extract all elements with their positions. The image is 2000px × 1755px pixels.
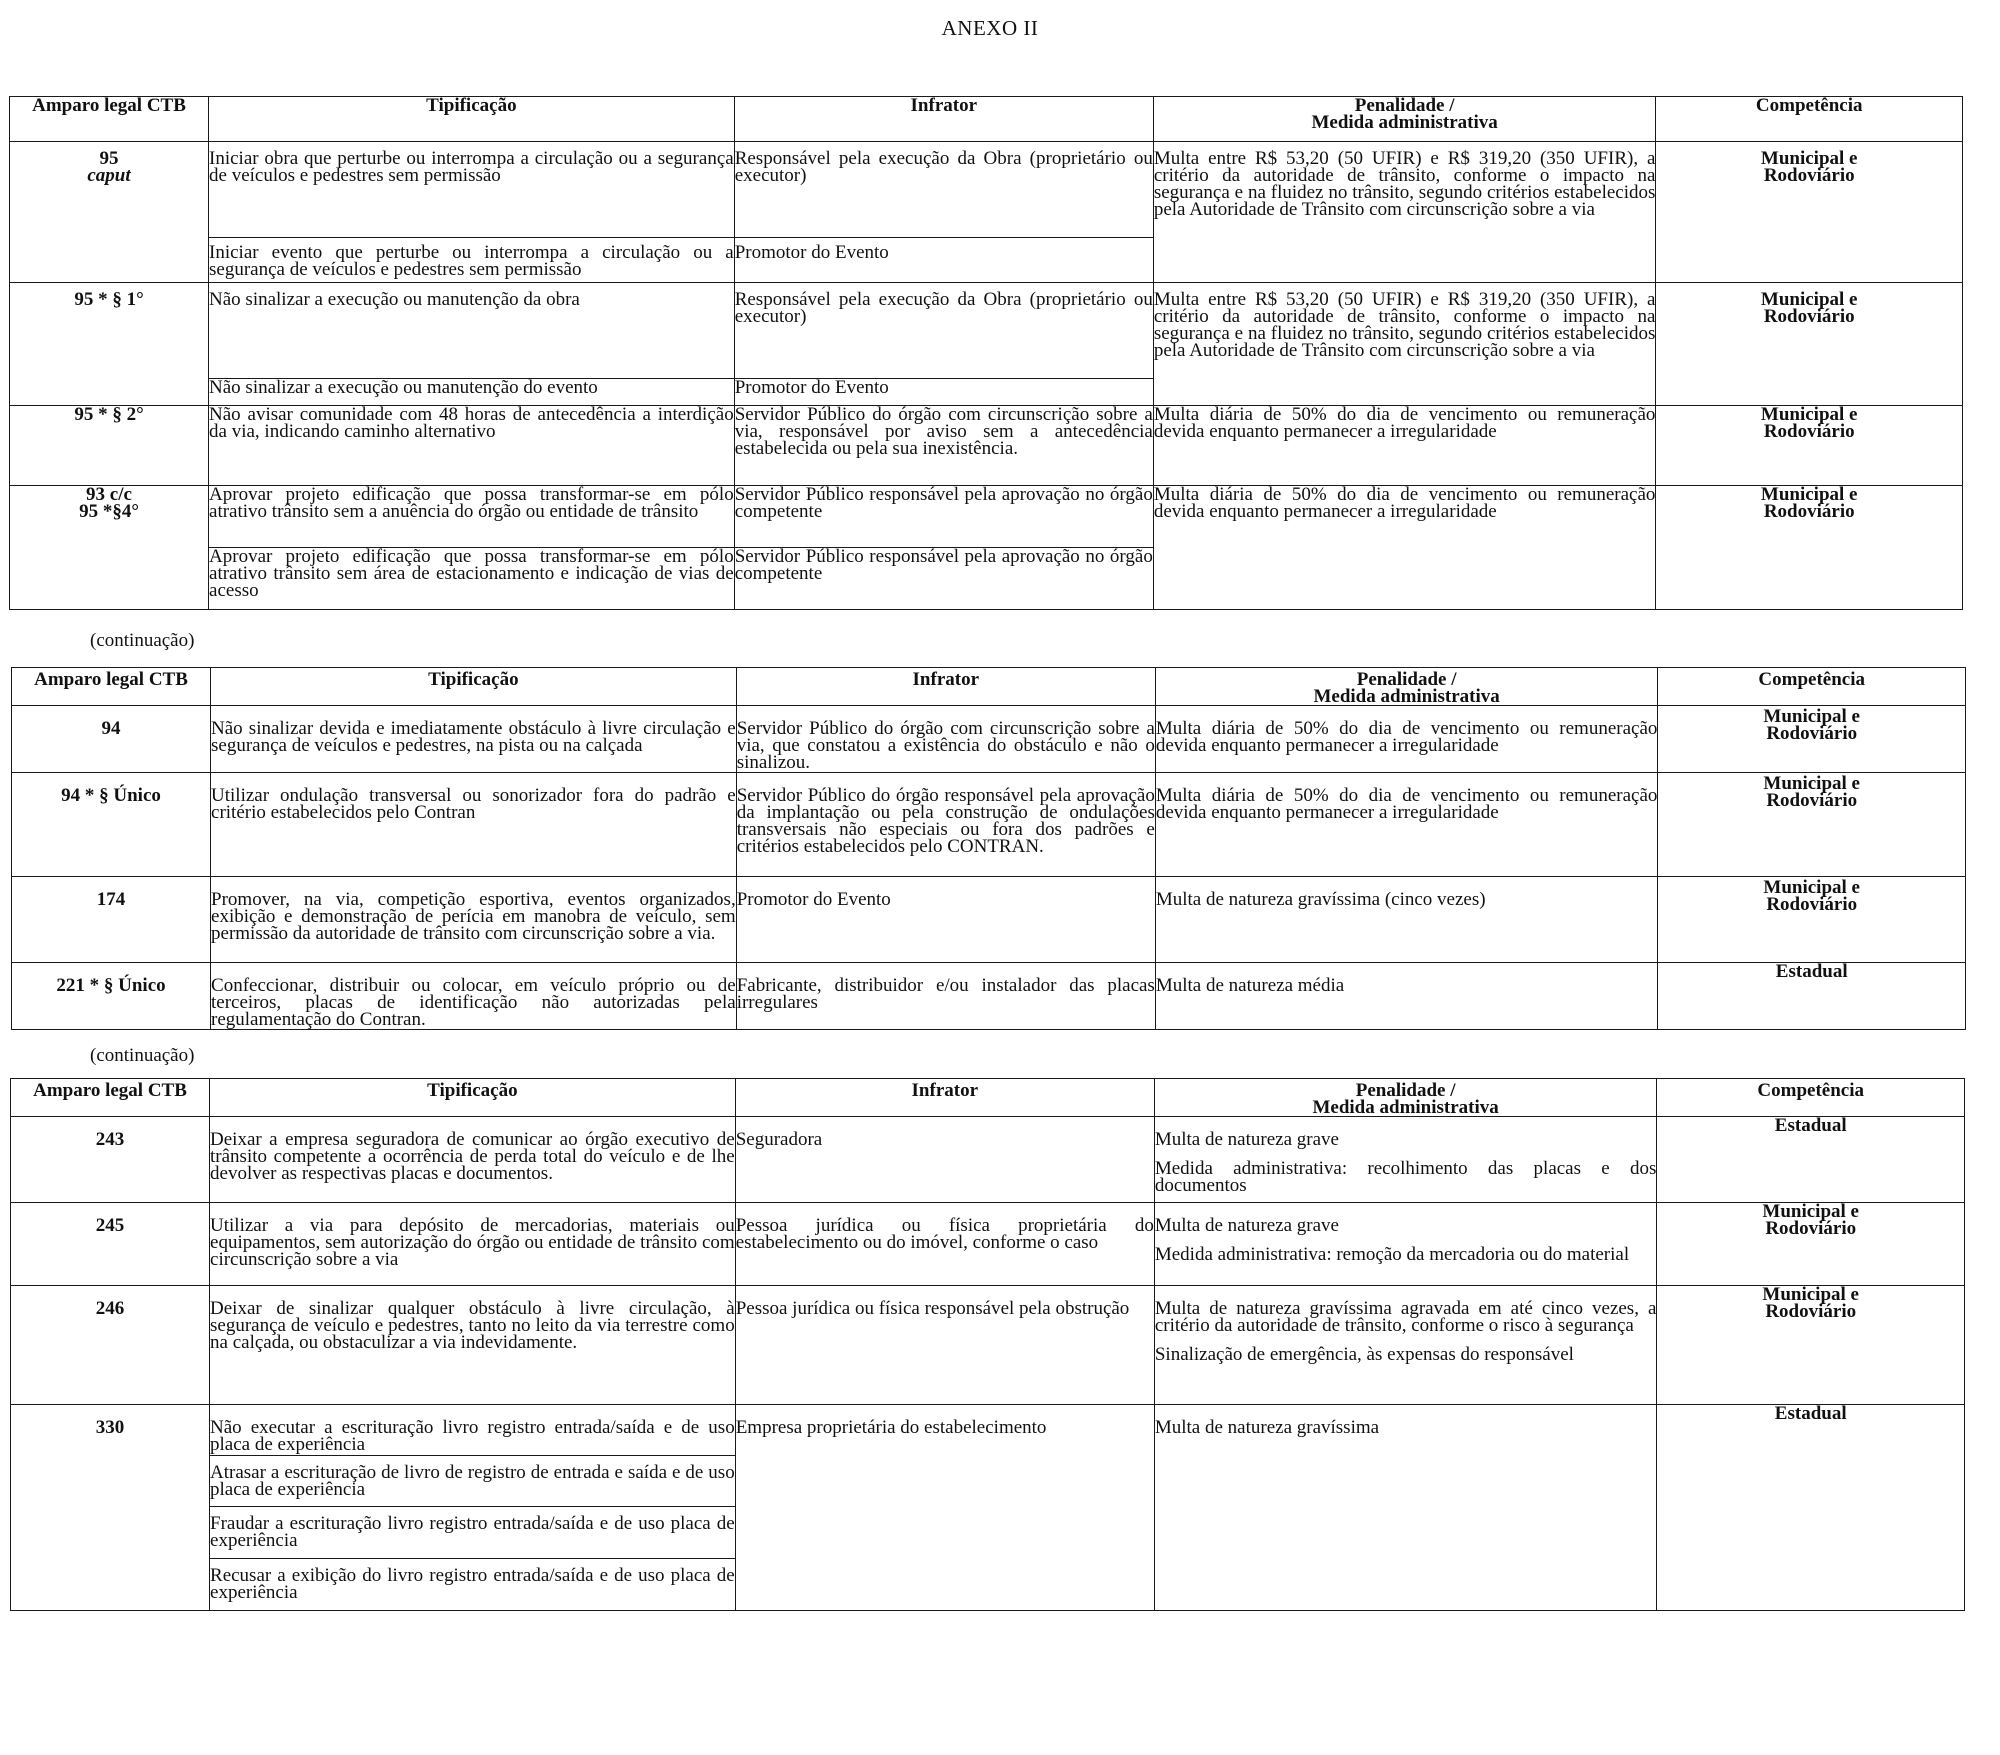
table-row: [10, 486, 1963, 548]
tipificacao-cell: Recusar a exibição do livro registro entrada/saída e de uso placa de experiência: [210, 1559, 736, 1611]
tipificacao-cell: Fraudar a escrituração livro registro entrada/saída e de uso placa de experiência: [210, 1507, 736, 1559]
table-row: [10, 283, 1963, 379]
penalidade-cell: Multa de natureza média: [1155, 963, 1658, 1030]
amparo-cell: 221 * § Único: [12, 963, 211, 1030]
infrator-cell: Promotor do Evento: [736, 877, 1155, 963]
tipificacao-cell: Confeccionar, distribuir ou colocar, em veículo próprio ou de terceiros, placas de identificação não autorizadas pela regulamentação do Contran.: [211, 963, 737, 1030]
amparo-cell: 95 caput: [10, 142, 209, 283]
tipificacao-cell: Deixar de sinalizar qualquer obstáculo à livre circulação, à segurança de veículo e pedestres, tanto no leito da via terrestre como na calçada, ou obstaculizar a via indevidamente.: [210, 1286, 736, 1405]
header-penalidade: Penalidade / Medida administrativa: [1153, 97, 1656, 142]
tipificacao-cell: Atrasar a escrituração de livro de registro de entrada e saída e de uso placa de experiência: [210, 1456, 736, 1507]
competencia-cell: Municipal e Rodoviário: [1656, 283, 1963, 406]
infrator-cell: Promotor do Evento: [734, 238, 1153, 283]
penalidade-cell: Multa diária de 50% do dia de vencimento ou remuneração devida enquanto permanecer a irregularidade: [1153, 486, 1656, 610]
table-row: [10, 406, 1963, 486]
amparo-cell: 243: [11, 1117, 210, 1203]
table-row: [12, 706, 1966, 773]
penalidade-cell: Multa de natureza grave Medida administrativa: recolhimento das placas e dos documentos: [1154, 1117, 1657, 1203]
header-amparo: Amparo legal CTB: [11, 1079, 210, 1117]
amparo-cell: 246: [11, 1286, 210, 1405]
header-tipificacao: Tipificação: [211, 668, 737, 706]
infrator-cell: Servidor Público do órgão responsável pela aprovação da implantação ou pela construção de ondulações transversais não especiais ou fora dos padrões e critérios estabelecidos pelo CONTRAN.: [736, 773, 1155, 877]
penalidade-cell: Multa de natureza grave Medida administrativa: remoção da mercadoria ou do material: [1154, 1203, 1657, 1286]
tipificacao-cell: Promover, na via, competição esportiva, eventos organizados, exibição e demonstração de perícia em manobra de veículo, sem permissão da autoridade de trânsito com circunscrição sobre a via.: [211, 877, 737, 963]
header-penalidade: Penalidade / Medida administrativa: [1155, 668, 1658, 706]
header-tipificacao: Tipificação: [210, 1079, 736, 1117]
competencia-cell: Municipal e Rodoviário: [1658, 877, 1966, 963]
infrator-cell: Pessoa jurídica ou física proprietária do estabelecimento ou do imóvel, conforme o caso: [735, 1203, 1154, 1286]
table-row: [10, 142, 1963, 238]
penalidade-cell: Multa diária de 50% do dia de vencimento ou remuneração devida enquanto permanecer a irregularidade: [1153, 406, 1656, 486]
competencia-cell: Municipal e Rodoviário: [1657, 1286, 1965, 1405]
continuation-label: (continuação): [90, 630, 195, 651]
infrator-cell: Servidor Público do órgão com circunscrição sobre a via, que constatou a existência do obstáculo e não o sinalizou.: [736, 706, 1155, 773]
tipificacao-cell: Deixar a empresa seguradora de comunicar ao órgão executivo de trânsito competente a ocorrência de perda total do veículo e de lhe devolver as respectivas placas e documentos.: [210, 1117, 736, 1203]
tipificacao-cell: Iniciar obra que perturbe ou interrompa a circulação ou a segurança de veículos e pedestres sem permissão: [209, 142, 735, 238]
table-anexo-ii-part2: [11, 667, 1966, 1030]
amparo-cell: 245: [11, 1203, 210, 1286]
table-row: [11, 1405, 1965, 1456]
table-header-row: [12, 668, 1966, 706]
tipificacao-cell: Não sinalizar devida e imediatamente obstáculo à livre circulação e segurança de veículos e pedestres, na pista ou na calçada: [211, 706, 737, 773]
header-competencia: Competência: [1656, 97, 1963, 142]
infrator-cell: Pessoa jurídica ou física responsável pela obstrução: [735, 1286, 1154, 1405]
penalidade-cell: Multa diária de 50% do dia de vencimento ou remuneração devida enquanto permanecer a irregularidade: [1155, 706, 1658, 773]
tipificacao-cell: Não sinalizar a execução ou manutenção da obra: [209, 283, 735, 379]
amparo-cell: 95 * § 2°: [10, 406, 209, 486]
header-tipificacao: Tipificação: [209, 97, 735, 142]
tipificacao-cell: Não executar a escrituração livro registro entrada/saída e de uso placa de experiência: [210, 1405, 736, 1456]
amparo-cell: 93 c/c 95 *§4°: [10, 486, 209, 610]
infrator-cell: Fabricante, distribuidor e/ou instalador das placas irregulares: [736, 963, 1155, 1030]
header-penalidade: Penalidade / Medida administrativa: [1154, 1079, 1657, 1117]
continuation-label: (continuação): [90, 1045, 195, 1066]
amparo-cell: 94 * § Único: [12, 773, 211, 877]
table-row: [12, 877, 1966, 963]
penalidade-cell: Multa de natureza gravíssima (cinco vezes): [1155, 877, 1658, 963]
amparo-cell: 95 * § 1°: [10, 283, 209, 406]
infrator-cell: Seguradora: [735, 1117, 1154, 1203]
competencia-cell: Estadual: [1657, 1117, 1965, 1203]
penalidade-cell: Multa entre R$ 53,20 (50 UFIR) e R$ 319,20 (350 UFIR), a critério da autoridade de trânsito, conforme o impacto na segurança e na fluidez no trânsito, segundo critérios estabelecidos pela Autoridade de Trânsito com circunscrição sobre a via: [1153, 142, 1656, 283]
table-anexo-ii-part1: [9, 96, 1963, 610]
amparo-cell: 174: [12, 877, 211, 963]
competencia-cell: Municipal e Rodoviário: [1657, 1203, 1965, 1286]
competencia-cell: Municipal e Rodoviário: [1656, 486, 1963, 610]
competencia-cell: Municipal e Rodoviário: [1656, 142, 1963, 283]
tipificacao-cell: Não avisar comunidade com 48 horas de antecedência a interdição da via, indicando caminho alternativo: [209, 406, 735, 486]
header-amparo: Amparo legal CTB: [12, 668, 211, 706]
header-infrator: Infrator: [734, 97, 1153, 142]
table-row: [12, 773, 1966, 877]
header-infrator: Infrator: [736, 668, 1155, 706]
competencia-cell: Estadual: [1657, 1405, 1965, 1611]
tipificacao-cell: Utilizar ondulação transversal ou sonorizador fora do padrão e critério estabelecidos pelo Contran: [211, 773, 737, 877]
tipificacao-cell: Aprovar projeto edificação que possa transformar-se em pólo atrativo trânsito sem área de estacionamento e indicação de vias de acesso: [209, 548, 735, 610]
infrator-cell: Servidor Público responsável pela aprovação no órgão competente: [734, 548, 1153, 610]
infrator-cell: Servidor Público responsável pela aprovação no órgão competente: [734, 486, 1153, 548]
header-infrator: Infrator: [735, 1079, 1154, 1117]
penalidade-cell: Multa entre R$ 53,20 (50 UFIR) e R$ 319,20 (350 UFIR), a critério da autoridade de trânsito, conforme o impacto na segurança e na fluidez no trânsito, segundo critérios estabelecidos pela Autoridade de Trânsito com circunscrição sobre a via: [1153, 283, 1656, 406]
tipificacao-cell: Aprovar projeto edificação que possa transformar-se em pólo atrativo trânsito sem a anuência do órgão ou entidade de trânsito: [209, 486, 735, 548]
header-competencia: Competência: [1657, 1079, 1965, 1117]
amparo-cell: 94: [12, 706, 211, 773]
tipificacao-cell: Não sinalizar a execução ou manutenção do evento: [209, 379, 735, 406]
header-amparo: Amparo legal CTB: [10, 97, 209, 142]
infrator-cell: Empresa proprietária do estabelecimento: [735, 1405, 1154, 1611]
infrator-cell: Responsável pela execução da Obra (proprietário ou executor): [734, 283, 1153, 379]
table-header-row: [10, 97, 1963, 142]
penalidade-cell: Multa de natureza gravíssima: [1154, 1405, 1657, 1611]
header-competencia: Competência: [1658, 668, 1966, 706]
table-anexo-ii-part3: [10, 1078, 1965, 1611]
tipificacao-cell: Iniciar evento que perturbe ou interrompa a circulação ou a segurança de veículos e pedestres sem permissão: [209, 238, 735, 283]
tipificacao-cell: Utilizar a via para depósito de mercadorias, materiais ou equipamentos, sem autorização do órgão ou entidade de trânsito com circunscrição sobre a via: [210, 1203, 736, 1286]
competencia-cell: Estadual: [1658, 963, 1966, 1030]
competencia-cell: Municipal e Rodoviário: [1656, 406, 1963, 486]
penalidade-cell: Multa diária de 50% do dia de vencimento ou remuneração devida enquanto permanecer a irregularidade: [1155, 773, 1658, 877]
infrator-cell: Responsável pela execução da Obra (proprietário ou executor): [734, 142, 1153, 238]
table-header-row: [11, 1079, 1965, 1117]
table-row: [11, 1117, 1965, 1203]
table-row: [11, 1203, 1965, 1286]
page-title: ANEXO II: [941, 16, 1039, 40]
competencia-cell: Municipal e Rodoviário: [1658, 706, 1966, 773]
table-row: [11, 1286, 1965, 1405]
competencia-cell: Municipal e Rodoviário: [1658, 773, 1966, 877]
infrator-cell: Promotor do Evento: [734, 379, 1153, 406]
penalidade-cell: Multa de natureza gravíssima agravada em até cinco vezes, a critério da autoridade de trânsito, conforme o risco à segurança Sinalização de emergência, às expensas do responsável: [1154, 1286, 1657, 1405]
infrator-cell: Servidor Público do órgão com circunscrição sobre a via, responsável por aviso sem a antecedência estabelecida ou pela sua inexistência.: [734, 406, 1153, 486]
amparo-cell: 330: [11, 1405, 210, 1611]
table-row: [12, 963, 1966, 1030]
